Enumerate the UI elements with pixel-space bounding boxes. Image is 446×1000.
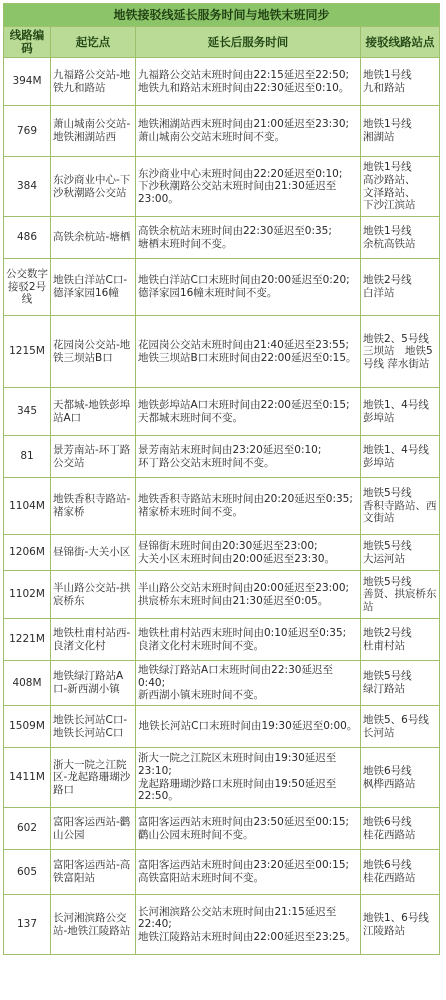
start-end-cell: 半山路公交站-拱宸桥东 [51,571,136,619]
transfer-station-cell: 地铁5号线 香积寺路站、西文街站 [361,478,440,535]
table-row [4,619,440,661]
line-code-cell: 81 [4,436,51,478]
start-end-cell: 天都城-地铁彭埠站A口 [51,388,136,436]
line-code-cell: 1509M [4,706,51,748]
table-row [4,748,440,808]
start-end-cell: 地铁长河站C口-地铁长河站C口 [51,706,136,748]
service-time-cell: 地铁白洋站C口末班时间由20:00延迟至0:20; 德泽家园16幢末班时间不变。 [136,259,361,316]
transfer-station-cell: 地铁6号线 桂花西路站 [361,808,440,850]
table-row [4,478,440,535]
service-time-cell: 浙大一院之江院区末班时间由19:30延迟至23:10; 龙起路珊瑚沙路口末班时间由19:50延迟至22:50。 [136,748,361,808]
service-time-cell: 昼锦街末班时间由20:30延迟至23:00; 大关小区末班时间由20:00延迟至23:30。 [136,535,361,571]
table-row [4,571,440,619]
transfer-station-cell: 地铁1号线 余杭高铁站 [361,217,440,259]
header-service-time: 延长后服务时间 [136,27,361,58]
service-time-cell: 地铁湘湖站西末班时间由21:00延迟至23:30; 萧山城南公交站末班时间不变。 [136,106,361,157]
start-end-cell: 景芳南站-环丁路公交站 [51,436,136,478]
header-row [4,27,440,58]
table-row [4,316,440,388]
line-code-cell: 384 [4,157,51,217]
start-end-cell: 花园岗公交站-地铁三坝站B口 [51,316,136,388]
start-end-cell: 萧山城南公交站-地铁湘湖站西 [51,106,136,157]
transfer-station-cell: 地铁1、4号线 彭埠站 [361,436,440,478]
start-end-cell: 地铁白洋站C口-德泽家园16幢 [51,259,136,316]
transfer-station-cell: 地铁1、4号线 彭埠站 [361,388,440,436]
line-code-cell: 345 [4,388,51,436]
service-time-cell: 花园岗公交站末班时间由21:40延迟至23:55; 地铁三坝站B口末班时间由22:00延迟至0:15。 [136,316,361,388]
start-end-cell: 富阳客运西站-高铁富阳站 [51,850,136,895]
table-row [4,535,440,571]
start-end-cell: 富阳客运西站-鹳山公园 [51,808,136,850]
start-end-cell: 地铁香积寺路站-褚家桥 [51,478,136,535]
start-end-cell: 浙大一院之江院区-龙起路珊瑚沙路口 [51,748,136,808]
start-end-cell: 地铁绿汀路站A口-新西湖小镇 [51,661,136,706]
transfer-station-cell: 地铁1号线 高沙路站、 文泽路站、 下沙江滨站 [361,157,440,217]
transfer-station-cell: 地铁1、6号线 江陵路站 [361,895,440,955]
transfer-station-cell: 地铁2号线 白洋站 [361,259,440,316]
transfer-station-cell: 地铁5、6号线 长河站 [361,706,440,748]
line-code-cell: 486 [4,217,51,259]
service-time-cell: 富阳客运西站末班时间由23:50延迟至00:15; 鹳山公园末班时间不变。 [136,808,361,850]
service-time-cell: 高铁余杭站末班时间由22:30延迟至0:35; 塘栖末班时间不变。 [136,217,361,259]
line-code-cell: 1206M [4,535,51,571]
line-code-cell: 1104M [4,478,51,535]
line-code-cell: 605 [4,850,51,895]
line-code-cell: 602 [4,808,51,850]
table-row [4,706,440,748]
start-end-cell: 九福路公交站-地铁九和路站 [51,58,136,106]
start-end-cell: 昼锦街-大关小区 [51,535,136,571]
line-code-cell: 1102M [4,571,51,619]
schedule-sheet [3,3,439,955]
table-row [4,388,440,436]
transfer-station-cell: 地铁6号线 枫桦西路站 [361,748,440,808]
line-code-cell: 408M [4,661,51,706]
line-code-cell: 公交数字接驳2号线 [4,259,51,316]
line-code-cell: 1215M [4,316,51,388]
start-end-cell: 高铁余杭站-塘栖 [51,217,136,259]
transfer-station-cell: 地铁1号线 九和路站 [361,58,440,106]
table-row [4,661,440,706]
service-time-cell: 九福路公交站末班时间由22:15延迟至22:50; 地铁九和路站末班时间由22:30延迟至0:10。 [136,58,361,106]
table-row [4,217,440,259]
transfer-station-cell: 地铁6号线 桂花西路站 [361,850,440,895]
header-line-code: 线路编码 [4,27,51,58]
table-row [4,895,440,955]
service-time-cell: 东沙商业中心末班时间由22:20延迟至0:10; 下沙秋潮路公交站末班时间由21:30延迟至23:00。 [136,157,361,217]
line-code-cell: 394M [4,58,51,106]
service-time-cell: 地铁长河站C口末班时间由19:30延迟至0:00。 [136,706,361,748]
service-time-cell: 景芳南站末班时间由23:20延迟至0:10; 环丁路公交站末班时间不变。 [136,436,361,478]
table-row [4,850,440,895]
header-transfer-station: 接驳线路站点 [361,27,440,58]
line-code-cell: 769 [4,106,51,157]
transfer-station-cell: 地铁2号线 杜甫村站 [361,619,440,661]
transfer-station-cell: 地铁2、5号线 三坝站 地铁5号线 萍水街站 [361,316,440,388]
table-row [4,808,440,850]
table-row [4,259,440,316]
service-time-cell: 地铁香积寺路站末班时间由20:20延迟至0:35; 褚家桥末班时间不变。 [136,478,361,535]
transfer-station-cell: 地铁5号线 善贤、拱宸桥东站 [361,571,440,619]
table-row [4,58,440,106]
line-code-cell: 1221M [4,619,51,661]
service-time-cell: 地铁绿汀路站A口末班时间由22:30延迟至0:40; 新西湖小镇末班时间不变。 [136,661,361,706]
transfer-station-cell: 地铁1号线 湘湖站 [361,106,440,157]
service-time-cell: 地铁彭埠站A口末班时间由22:00延迟至0:15; 天都城末班时间不变。 [136,388,361,436]
schedule-table [3,3,440,955]
start-end-cell: 东沙商业中心-下沙秋潮路公交站 [51,157,136,217]
start-end-cell: 地铁杜甫村站西-良渚文化村 [51,619,136,661]
transfer-station-cell: 地铁5号线 大运河站 [361,535,440,571]
service-time-cell: 地铁杜甫村站西末班时间由0:10延迟至0:35; 良渚文化村末班时间不变。 [136,619,361,661]
table-row [4,436,440,478]
table-row [4,157,440,217]
line-code-cell: 1411M [4,748,51,808]
start-end-cell: 长河湘滨路公交站-地铁江陵路站 [51,895,136,955]
table-row [4,106,440,157]
table-title: 地铁接驳线延长服务时间与地铁末班同步 [4,4,440,27]
header-start-end: 起讫点 [51,27,136,58]
service-time-cell: 富阳客运西站末班时间由23:20延迟至00:15; 高铁富阳站末班时间不变。 [136,850,361,895]
transfer-station-cell: 地铁5号线 绿汀路站 [361,661,440,706]
line-code-cell: 137 [4,895,51,955]
service-time-cell: 半山路公交站末班时间由20:00延迟至23:00; 拱宸桥东末班时间由21:30延迟至0:05。 [136,571,361,619]
service-time-cell: 长河湘滨路公交站末班时间由21:15延迟至22:40; 地铁江陵路站末班时间由22:00延迟至23:25。 [136,895,361,955]
